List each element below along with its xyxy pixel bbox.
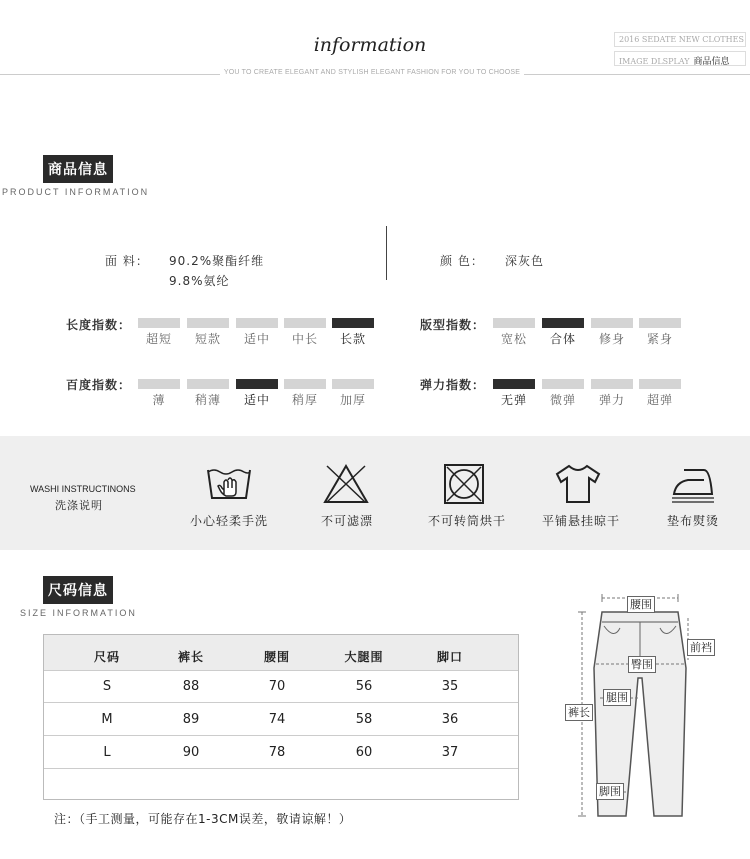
table-header-cell: 大腿围 [344, 650, 384, 664]
index-bar [639, 379, 681, 389]
header-divider-right [524, 74, 750, 75]
hang-dry-icon [555, 464, 601, 504]
index-bar [284, 318, 326, 328]
header-badge-line2 [614, 51, 746, 66]
header-badge-en: IMAGE DLSPLAY [619, 57, 690, 66]
row-divider [44, 735, 518, 736]
table-cell: 35 [441, 679, 459, 694]
wash-label: 不可滤漂 [320, 514, 373, 528]
index-label: 弹力指数： [420, 378, 486, 392]
index-label: 长度指数： [66, 318, 132, 332]
color-label: 颜 色： [440, 254, 484, 268]
wash-label: 垫布熨烫 [666, 514, 719, 528]
index-option: 微弹 [549, 393, 576, 407]
table-header-cell: 裤长 [177, 650, 204, 664]
index-option-selected: 合体 [549, 332, 576, 346]
table-header-cell: 腰围 [263, 650, 290, 664]
washing-title-en: WASHI INSTRUCTINONS [30, 484, 136, 494]
header-divider-left [0, 74, 220, 75]
header-subtitle: YOU TO CREATE ELEGANT AND STYLISH ELEGANT FASHION FOR YOU TO CHOOSE [223, 69, 521, 76]
hand-wash-icon [206, 464, 252, 504]
table-cell: 58 [355, 712, 373, 727]
header-badge-line1: 2016 SEDATE NEW CLOTHES [614, 32, 746, 47]
table-cell: 74 [268, 712, 286, 727]
no-tumble-dry-icon [441, 464, 487, 504]
measurement-note: 注：（手工测量，可能存在1-3CM误差，敬请谅解！） [54, 812, 352, 826]
index-option: 薄 [152, 393, 166, 407]
index-bar [187, 318, 229, 328]
table-cell: 36 [441, 712, 459, 727]
material-line1: 90.2%聚酯纤维 [169, 254, 265, 268]
index-bar [639, 318, 681, 328]
wash-label: 小心轻柔手洗 [189, 514, 268, 528]
index-label: 版型指数： [420, 318, 486, 332]
index-option: 稍厚 [291, 393, 318, 407]
table-cell: 78 [268, 745, 286, 760]
no-bleach-icon [323, 464, 369, 504]
index-option-selected: 长款 [339, 332, 366, 346]
washing-title-cn: 洗涤说明 [55, 499, 103, 512]
index-bar [236, 318, 278, 328]
index-bar [138, 318, 180, 328]
wash-label: 平铺悬挂晾干 [541, 514, 620, 528]
size-info-tag: 尺码信息 [43, 576, 113, 604]
table-cell: 56 [355, 679, 373, 694]
diagram-label-waist: 腰围 [627, 596, 655, 613]
material-line2: 9.8%氨纶 [169, 274, 230, 288]
index-bar-selected [493, 379, 535, 389]
index-bar [284, 379, 326, 389]
product-info-subtitle: PRODUCT INFORMATION [2, 187, 150, 197]
table-header-cell: 脚口 [436, 650, 463, 664]
index-bar [542, 379, 584, 389]
header-badge [614, 32, 746, 66]
size-table [43, 634, 519, 800]
index-option: 宽松 [500, 332, 527, 346]
diagram-label-rise: 前裆 [687, 639, 715, 656]
index-bar [493, 318, 535, 328]
diagram-label-thigh: 腿围 [603, 689, 631, 706]
header-badge-cn: 商品信息 [693, 57, 730, 67]
table-cell: 90 [182, 745, 200, 760]
index-option: 修身 [598, 332, 625, 346]
pants-diagram [560, 588, 730, 828]
index-option: 超短 [145, 332, 172, 346]
table-cell: 88 [182, 679, 200, 694]
index-option: 稍薄 [194, 393, 221, 407]
row-divider [44, 702, 518, 703]
color-value: 深灰色 [505, 254, 545, 268]
index-bar-selected [542, 318, 584, 328]
index-option: 适中 [243, 332, 270, 346]
size-info-subtitle: SIZE INFORMATION [20, 608, 137, 618]
index-option: 加厚 [339, 393, 366, 407]
table-cell: M [101, 712, 113, 727]
index-option: 短款 [194, 332, 221, 346]
table-cell: 37 [441, 745, 459, 760]
table-cell: 70 [268, 679, 286, 694]
row-divider [44, 670, 518, 671]
index-bar-selected [332, 318, 374, 328]
row-divider [44, 768, 518, 769]
index-option-selected: 无弹 [500, 393, 527, 407]
material-label: 面 料： [105, 254, 149, 268]
table-cell: 60 [355, 745, 373, 760]
index-bar [187, 379, 229, 389]
table-cell: L [103, 745, 111, 760]
info-divider [386, 226, 387, 280]
diagram-label-length: 裤长 [565, 704, 593, 721]
index-bar [332, 379, 374, 389]
index-option-selected: 适中 [243, 393, 270, 407]
index-bar [591, 318, 633, 328]
index-option: 紧身 [646, 332, 673, 346]
diagram-label-hip: 臀围 [628, 656, 656, 673]
index-option: 超弹 [646, 393, 673, 407]
index-bar [591, 379, 633, 389]
page-title: information [313, 34, 427, 56]
index-bar [138, 379, 180, 389]
index-option: 中长 [291, 332, 318, 346]
wash-label: 不可转筒烘干 [427, 514, 506, 528]
index-option: 弹力 [598, 393, 625, 407]
table-cell: 89 [182, 712, 200, 727]
table-cell: S [102, 679, 112, 694]
table-header-cell: 尺码 [93, 650, 120, 664]
product-info-tag: 商品信息 [43, 155, 113, 183]
index-bar-selected [236, 379, 278, 389]
index-label: 百度指数： [66, 378, 132, 392]
iron-icon [670, 464, 716, 504]
diagram-label-hem: 脚围 [596, 783, 624, 800]
